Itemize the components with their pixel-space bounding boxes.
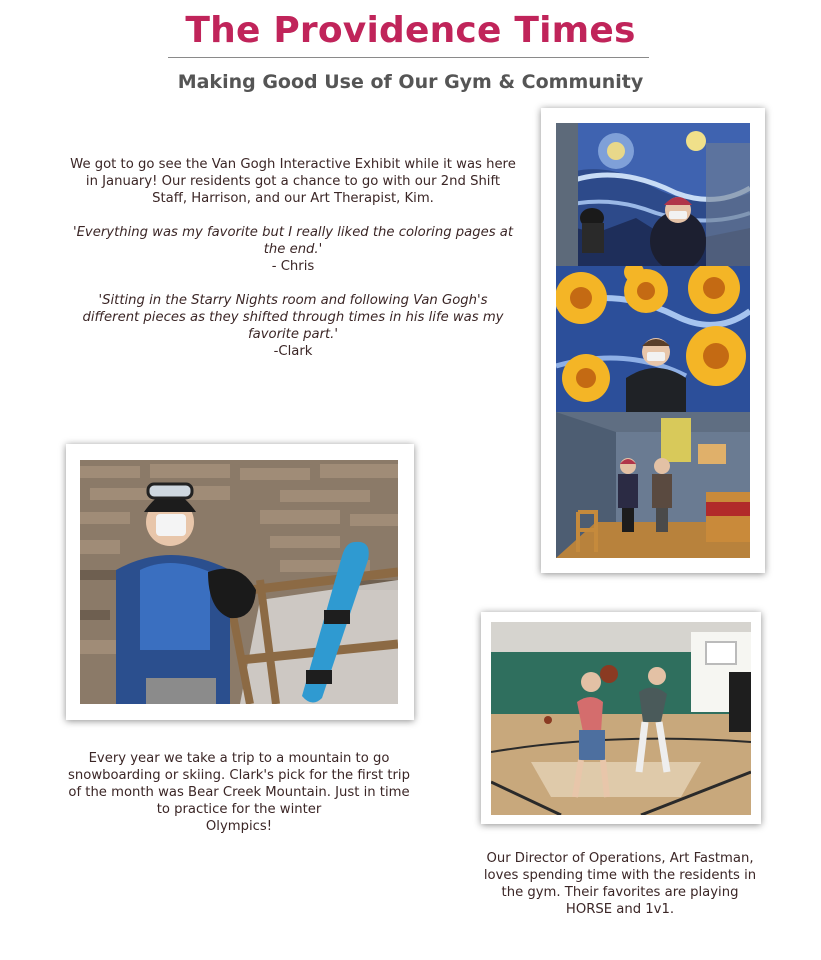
intro-line: We got to go see the Van Gogh Interactive Exhibit while it was here <box>70 157 516 172</box>
bedroom-exhibit-photo <box>556 412 750 558</box>
caption-line: Our Director of Operations, Art Fastman, <box>486 851 754 866</box>
quote-line: 'Everything was my favorite but I really liked the coloring pages at <box>72 225 514 240</box>
title-divider <box>168 57 649 58</box>
quote-author: - Chris <box>271 259 315 274</box>
gym-photo <box>491 622 751 815</box>
quote-line: the end.' <box>263 242 323 257</box>
caption-line: snowboarding or skiing. Clark's pick for the first trip <box>68 768 410 783</box>
caption-line: of the month was Bear Creek Mountain. Just in time <box>68 785 410 800</box>
snowboard-photo <box>80 460 398 704</box>
quote-line: favorite part.' <box>247 327 339 342</box>
intro-line: in January! Our residents got a chance to go with our 2nd Shift <box>85 174 501 189</box>
caption-line: Olympics! <box>205 819 273 834</box>
sunflowers-photo <box>556 266 750 412</box>
caption-line: the gym. Their favorites are playing <box>501 885 739 900</box>
snowboard-photo-frame <box>66 444 414 720</box>
caption-line: to practice for the winter <box>156 802 322 817</box>
caption-line: loves spending time with the residents in <box>483 868 757 883</box>
gym-caption <box>470 850 770 918</box>
snowboard-caption <box>44 750 434 835</box>
caption-line: HORSE and 1v1. <box>565 902 675 917</box>
intro-line: Staff, Harrison, and our Art Therapist, Kim. <box>152 191 434 206</box>
vangogh-article <box>62 156 524 360</box>
starry-night-photo <box>556 123 750 266</box>
page-subtitle: Making Good Use of Our Gym & Community <box>177 71 644 93</box>
quote-line: 'Sitting in the Starry Nights room and following Van Gogh's <box>98 293 488 308</box>
gym-photo-frame <box>481 612 761 824</box>
vangogh-photo-frame <box>541 108 765 573</box>
caption-line: Every year we take a trip to a mountain to go <box>88 751 390 766</box>
quote-line: different pieces as they shifted through times in his life was my <box>82 310 504 325</box>
quote-author: -Clark <box>273 344 313 359</box>
newsletter-title: The Providence Times <box>185 10 636 51</box>
